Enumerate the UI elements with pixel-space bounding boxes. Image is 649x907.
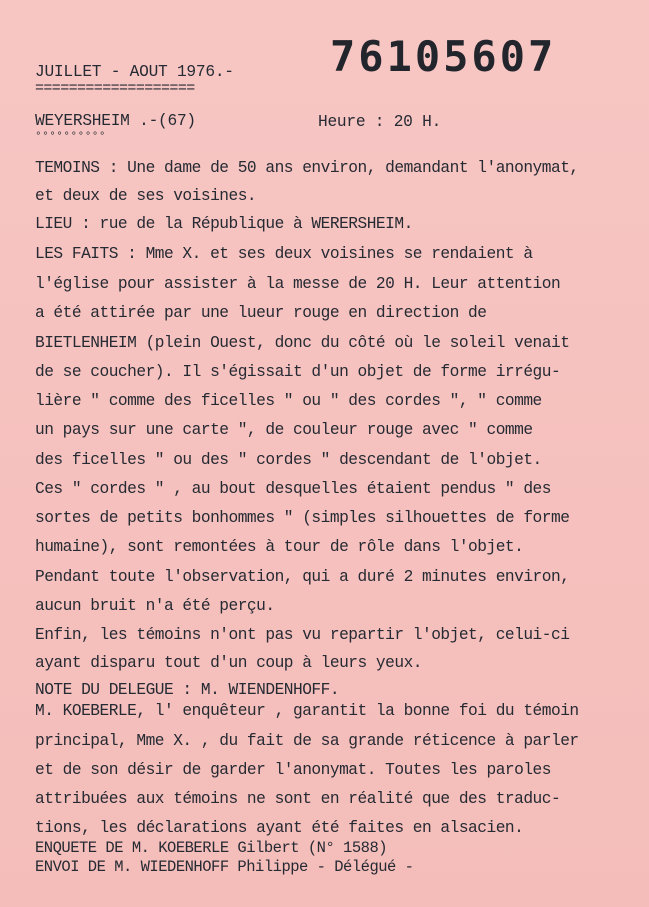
body-line: Pendant toute l'observation, qui a duré 2 minutes environ, bbox=[35, 568, 570, 586]
archive-stamp-number: 76105607 bbox=[330, 32, 557, 81]
body-line: tions, les déclarations ayant été faites en alsacien. bbox=[35, 819, 524, 837]
body-line: l'église pour assister à la messe de 20 H. Leur attention bbox=[35, 275, 561, 293]
body-line: principal, Mme X. , du fait de sa grande réticence à parler bbox=[35, 732, 579, 750]
body-line: ayant disparu tout d'un coup à leurs yeux. bbox=[35, 654, 422, 672]
body-line: M. KOEBERLE, l' enquêteur , garantit la bonne foi du témoin bbox=[35, 702, 579, 720]
report-date: JUILLET - AOUT 1976.- bbox=[35, 63, 234, 81]
body-line: BIETLENHEIM (plein Ouest, donc du côté où le soleil venait bbox=[35, 334, 570, 352]
enquete-credit: ENQUETE DE M. KOEBERLE Gilbert (N° 1588) bbox=[35, 839, 388, 857]
body-line: TEMOINS : Une dame de 50 ans environ, demandant l'anonymat, bbox=[35, 159, 579, 177]
body-line: LES FAITS : Mme X. et ses deux voisines se rendaient à bbox=[35, 245, 533, 263]
body-line: un pays sur une carte ", de couleur rouge avec " comme bbox=[35, 421, 533, 439]
body-line: humaine), sont remontées à tour de rôle dans l'objet. bbox=[35, 538, 524, 556]
body-line: et deux de ses voisines. bbox=[35, 187, 257, 205]
date-underline: =================== bbox=[35, 80, 195, 97]
body-line: NOTE DU DELEGUE : M. WIENDENHOFF. bbox=[35, 681, 340, 699]
body-line: et de son désir de garder l'anonymat. Toutes les paroles bbox=[35, 761, 551, 779]
body-line: sortes de petits bonhommes " (simples silhouettes de forme bbox=[35, 509, 570, 527]
body-line: Enfin, les témoins n'ont pas vu repartir l'objet, celui-ci bbox=[35, 626, 570, 644]
envoi-credit: ENVOI DE M. WIEDENHOFF Philippe - Délégué - bbox=[35, 858, 414, 876]
body-line: aucun bruit n'a été perçu. bbox=[35, 597, 275, 615]
body-line: attribuées aux témoins ne sont en réalité que des traduc- bbox=[35, 790, 561, 808]
body-line: Ces " cordes " , au bout desquelles étaient pendus " des bbox=[35, 480, 551, 498]
report-time: Heure : 20 H. bbox=[318, 113, 442, 131]
location-underline: °°°°°°°°°° bbox=[35, 131, 107, 143]
report-location: WEYERSHEIM .-(67) bbox=[35, 112, 196, 130]
body-line: des ficelles " ou des " cordes " descendant de l'objet. bbox=[35, 451, 542, 469]
body-line: de se coucher). Il s'égissait d'un objet de forme irrégu- bbox=[35, 363, 561, 381]
body-line: LIEU : rue de la République à WERERSHEIM. bbox=[35, 215, 413, 233]
body-line: a été attirée par une lueur rouge en direction de bbox=[35, 304, 487, 322]
body-line: lière " comme des ficelles " ou " des cordes ", " comme bbox=[35, 392, 542, 410]
